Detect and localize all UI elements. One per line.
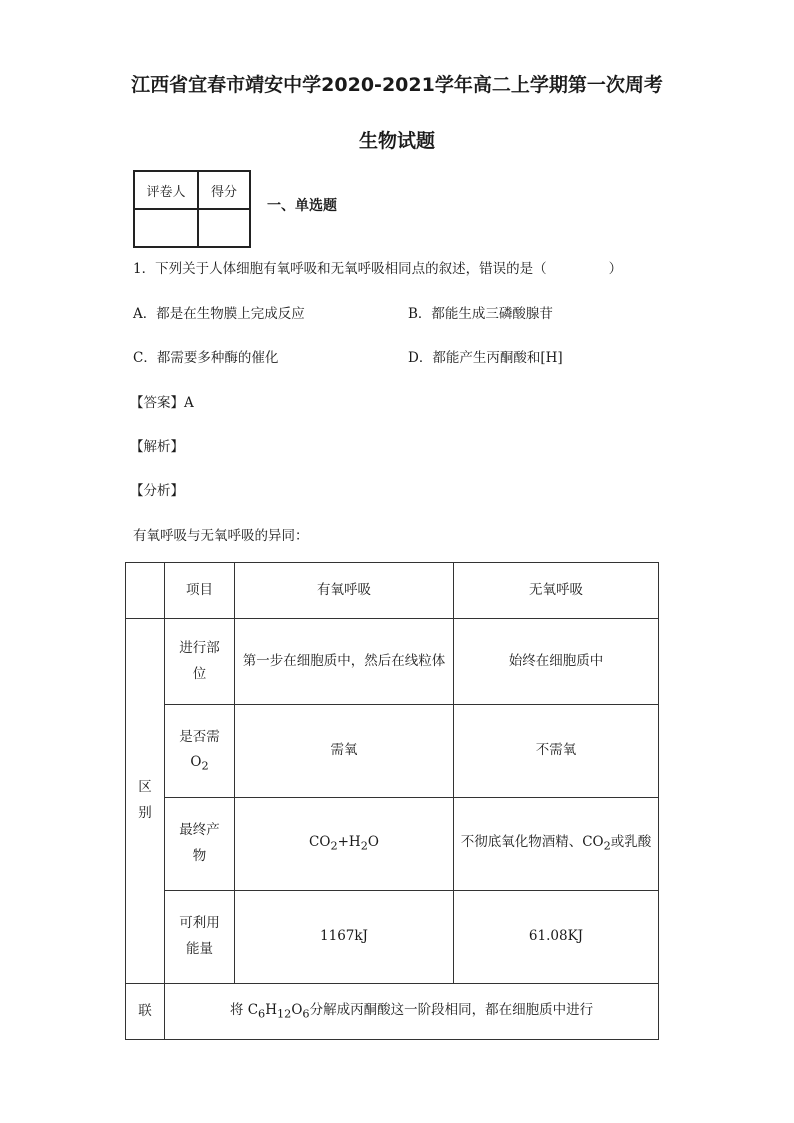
option-d: D．都能产生丙酮酸和[H] — [408, 350, 563, 366]
aerobic-energy: 1167kJ — [235, 891, 454, 984]
row-item-oxygen — [165, 705, 235, 798]
analysis-heading: 【解析】 — [130, 439, 184, 455]
subscript: 6 — [258, 1007, 266, 1021]
anaerobic-products — [454, 798, 659, 891]
row-item-text: 位 — [192, 665, 207, 682]
fenxi-heading: 【分析】 — [130, 483, 184, 499]
grader-cell — [134, 209, 198, 247]
difference-label-char2: 别 — [138, 805, 152, 821]
subscript: 2 — [603, 840, 611, 854]
question-stem — [133, 257, 622, 277]
header-item: 项目 — [165, 563, 235, 619]
option-c: C．都需要多种酶的催化 — [133, 350, 279, 366]
subscript: 2 — [360, 840, 368, 854]
header-aerobic: 有氧呼吸 — [235, 563, 454, 619]
link-label: 联 — [126, 984, 165, 1040]
row-item-text: 能量 — [186, 941, 213, 957]
aerobic-products — [235, 798, 454, 891]
table-row — [126, 984, 659, 1040]
formula-part: +H — [337, 834, 361, 851]
formula-part: O — [367, 834, 379, 851]
comparison-table — [125, 562, 659, 1040]
row-item-text: 进行部 — [179, 639, 220, 656]
aerobic-oxygen: 需氧 — [235, 705, 454, 798]
answer-line: 【答案】A — [130, 395, 194, 411]
table-row — [126, 705, 659, 798]
score-header: 得分 — [198, 171, 250, 209]
formula-part: CO — [309, 834, 331, 851]
row-item-text: 物 — [192, 848, 207, 864]
grader-header: 评卷人 — [134, 171, 198, 209]
link-text — [165, 984, 659, 1040]
score-box — [133, 170, 251, 248]
page-subtitle: 生物试题 — [358, 130, 435, 152]
row-item-text: 最终产 — [179, 822, 220, 839]
anaerobic-location: 始终在细胞质中 — [454, 619, 659, 705]
anaerobic-energy: 61.08KJ — [454, 891, 659, 984]
row-item-location — [165, 619, 235, 705]
aerobic-location: 第一步在细胞质中，然后在线粒体 — [235, 619, 454, 705]
difference-label — [126, 619, 165, 984]
question-stem-text: 1．下列关于人体细胞有氧呼吸和无氧呼吸相同点的叙述，错误的是（ — [133, 261, 547, 277]
table-corner-cell — [126, 563, 165, 619]
subscript: 2 — [201, 759, 209, 773]
subscript: 2 — [330, 840, 338, 854]
row-item-energy — [165, 891, 235, 984]
subscript: 6 — [302, 1007, 310, 1021]
row-item-products — [165, 798, 235, 891]
score-cell — [198, 209, 250, 247]
formula-part: O — [291, 1001, 303, 1018]
header-anaerobic: 无氧呼吸 — [454, 563, 659, 619]
formula-part: 或乳酸 — [610, 834, 652, 851]
table-row — [126, 798, 659, 891]
subscript: 12 — [277, 1007, 292, 1021]
table-header-row — [126, 563, 659, 619]
page-title: 江西省宜春市靖安中学2020-2021学年高二上学期第一次周考 — [131, 74, 663, 96]
formula-part: 不彻底氧化物酒精、CO — [460, 834, 604, 851]
section-label: 一、单选题 — [267, 198, 337, 214]
table-row — [126, 619, 659, 705]
formula-part: 将 C — [229, 1001, 259, 1018]
option-b: B．都能生成三磷酸腺苷 — [408, 306, 553, 322]
row-item-text: O — [190, 754, 202, 771]
formula-part: H — [265, 1001, 277, 1018]
anaerobic-oxygen: 不需氧 — [454, 705, 659, 798]
compare-intro: 有氧呼吸与无氧呼吸的异同： — [133, 528, 309, 544]
row-item-text: 是否需 — [179, 728, 220, 745]
question-stem-close: ） — [608, 261, 623, 277]
formula-part: 分解成丙酮酸这一阶段相同，都在细胞质中进行 — [309, 1001, 594, 1018]
difference-label-char1: 区 — [138, 779, 152, 796]
option-a: A．都是在生物膜上完成反应 — [133, 306, 305, 322]
row-item-text: 可利用 — [179, 915, 220, 932]
table-row — [126, 891, 659, 984]
